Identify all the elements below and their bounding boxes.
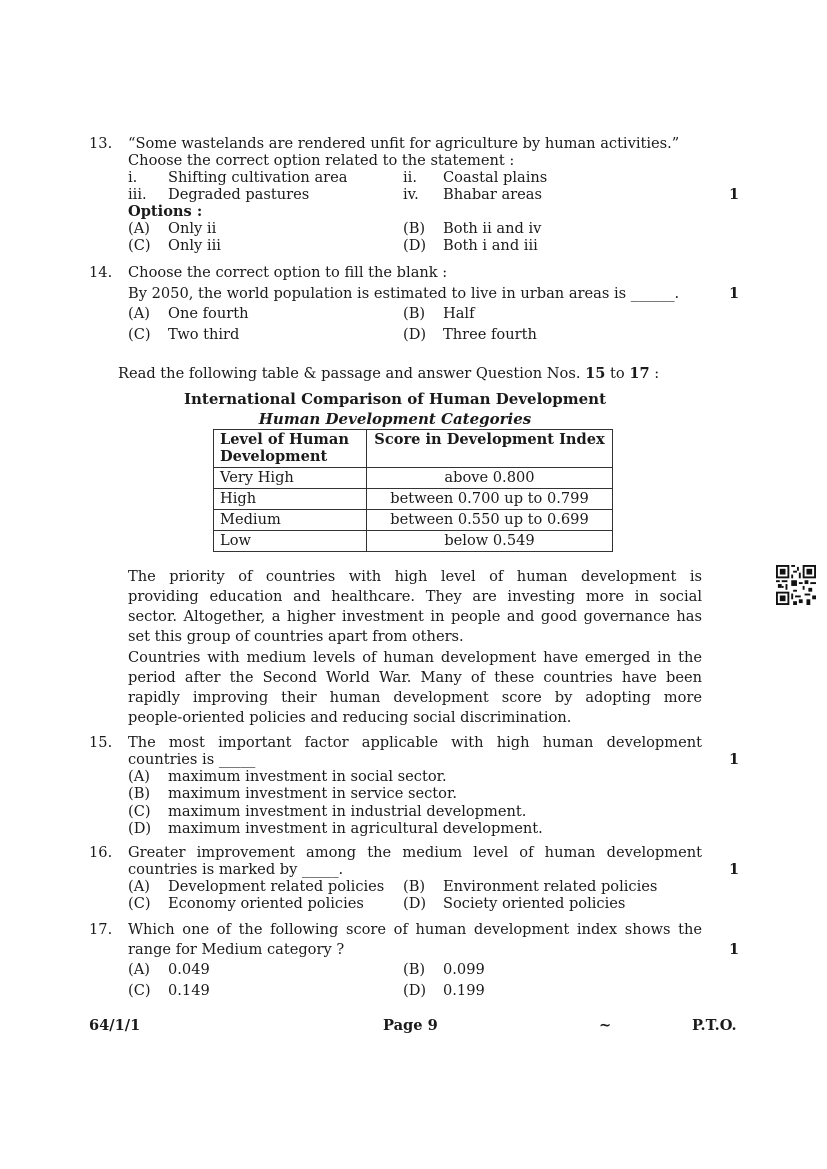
table-cell: between 0.700 up to 0.799 [367, 489, 613, 510]
marks: 1 [729, 186, 740, 203]
option [128, 237, 221, 254]
option [128, 768, 447, 785]
passage-line: set this group of countries apart from others. [128, 628, 464, 645]
table-header-row [214, 430, 613, 468]
question-number: 15. [89, 734, 113, 751]
table-cell: Very High [214, 468, 367, 489]
option-label: (B) [128, 785, 151, 802]
option-label: (A) [128, 878, 150, 895]
question-stem: “Some wastelands are rendered unfit for agriculture by human activities.” [128, 135, 680, 152]
option-label: (C) [128, 237, 151, 254]
question-stem: By 2050, the world population is estimated to live in urban areas is ______. [128, 285, 680, 302]
marks: 1 [729, 751, 740, 768]
option-text: Both ii and iv [443, 220, 542, 237]
option-label: (A) [128, 220, 150, 237]
passage-line: rapidly improving their human development score by adopting more [128, 689, 702, 706]
option-text: Society oriented policies [443, 895, 626, 912]
item-label: i. [128, 169, 138, 186]
option-label: (D) [128, 820, 152, 837]
question-stem: Choose the correct option related to the statement : [128, 152, 515, 169]
option [403, 961, 485, 978]
option-text: Only iii [168, 237, 221, 254]
column-header: Score in Development Index [367, 430, 613, 468]
option-text: 0.199 [443, 982, 485, 999]
question-stem: Choose the correct option to fill the blank : [128, 264, 448, 281]
marks: 1 [729, 285, 740, 302]
marks: 1 [729, 861, 740, 878]
option-text: maximum investment in social sector. [168, 768, 447, 785]
option-label: (A) [128, 768, 150, 785]
option-text: Three fourth [443, 326, 537, 343]
option [128, 878, 384, 895]
option [128, 785, 457, 802]
option [403, 305, 475, 322]
option [128, 305, 248, 322]
table-title: International Comparison of Human Development [183, 390, 607, 408]
option [403, 878, 657, 895]
option-text: Development related policies [168, 878, 385, 895]
option [128, 220, 216, 237]
hdi-table [213, 429, 613, 552]
table-row [214, 468, 613, 489]
instruction-number: 17 [629, 365, 650, 382]
option [403, 895, 625, 912]
table-subtitle: Human Development Categories [258, 410, 532, 428]
passage-line: people-oriented policies and reducing social discrimination. [128, 709, 572, 726]
page-number: Page 9 [383, 1017, 438, 1034]
question-stem: Which one of the following score of human development index shows the [128, 921, 702, 938]
option-label: (C) [128, 803, 151, 820]
table-cell: below 0.549 [367, 531, 613, 552]
instruction-text: : [649, 365, 660, 382]
pto-label: P.T.O. [692, 1017, 737, 1034]
option-text: Economy oriented policies [168, 895, 364, 912]
option-label: (B) [403, 878, 426, 895]
option [403, 220, 541, 237]
passage-line: Countries with medium levels of human development have emerged in the [128, 649, 702, 666]
instruction [118, 365, 659, 382]
option-text: Both i and iii [443, 237, 538, 254]
option-text: One fourth [168, 305, 249, 322]
passage-line: The priority of countries with high level of human development is [128, 568, 702, 585]
column-header: Level of Human Development [214, 430, 367, 468]
option [128, 326, 239, 343]
question-stem: range for Medium category ? [128, 941, 345, 958]
table-cell: Low [214, 531, 367, 552]
item-label: ii. [403, 169, 417, 186]
option [128, 895, 364, 912]
table-row [214, 489, 613, 510]
item-label: iv. [403, 186, 419, 203]
instruction-number: 15 [585, 365, 606, 382]
option-label: (D) [403, 237, 427, 254]
option-label: (A) [128, 305, 150, 322]
marks: 1 [729, 941, 740, 958]
option [128, 982, 210, 999]
option-text: maximum investment in service sector. [168, 785, 457, 802]
option-label: (B) [403, 220, 426, 237]
option-label: (D) [403, 982, 427, 999]
option [128, 961, 210, 978]
table-cell: Medium [214, 510, 367, 531]
table-row [214, 510, 613, 531]
item-text: Bhabar areas [443, 186, 542, 203]
question-stem: The most important factor applicable with high human development [128, 734, 702, 751]
item-label: iii. [128, 186, 147, 203]
option-label: (C) [128, 895, 151, 912]
option-text: 0.049 [168, 961, 210, 978]
item-text: Degraded pastures [168, 186, 310, 203]
option-text: Half [443, 305, 475, 322]
statement-item [128, 186, 309, 203]
paper-code: 64/1/1 [89, 1017, 141, 1034]
option-text: maximum investment in industrial development. [168, 803, 527, 820]
option [128, 820, 543, 837]
option-label: (D) [403, 895, 427, 912]
option [403, 982, 485, 999]
option-label: (B) [403, 961, 426, 978]
table-cell: High [214, 489, 367, 510]
passage-line: providing education and healthcare. They are investing more in social [128, 588, 702, 605]
option-label: (B) [403, 305, 426, 322]
statement-item [403, 186, 542, 203]
option-label: (A) [128, 961, 150, 978]
option-text: Environment related policies [443, 878, 658, 895]
instruction-text: Read the following table & passage and answer Question Nos. [118, 365, 586, 382]
option-text: 0.149 [168, 982, 210, 999]
item-text: Shifting cultivation area [168, 169, 348, 186]
passage-line: period after the Second World War. Many of these countries have been [128, 669, 702, 686]
statement-item [128, 169, 347, 186]
option-label: (C) [128, 982, 151, 999]
question-number: 16. [89, 844, 113, 861]
statement-item [403, 169, 547, 186]
question-number: 17. [89, 921, 113, 938]
footer-tilde: ~ [599, 1017, 612, 1034]
table-cell: between 0.550 up to 0.699 [367, 510, 613, 531]
options-heading: Options : [128, 203, 203, 220]
option-text: 0.099 [443, 961, 485, 978]
question-stem: Greater improvement among the medium level of human development [128, 844, 702, 861]
item-text: Coastal plains [443, 169, 548, 186]
question-number: 13. [89, 135, 113, 152]
option [403, 237, 538, 254]
option [128, 803, 526, 820]
option-text: maximum investment in agricultural development. [168, 820, 543, 837]
option [403, 326, 537, 343]
option-text: Two third [168, 326, 240, 343]
question-stem: countries is _____ [128, 751, 256, 768]
table-cell: above 0.800 [367, 468, 613, 489]
option-label: (D) [403, 326, 427, 343]
question-stem: countries is marked by _____. [128, 861, 344, 878]
question-number: 14. [89, 264, 113, 281]
table-row [214, 531, 613, 552]
passage-line: sector. Altogether, a higher investment in people and good governance has [128, 608, 702, 625]
option-text: Only ii [168, 220, 217, 237]
option-label: (C) [128, 326, 151, 343]
qr-code-icon [776, 565, 816, 605]
instruction-text: to [605, 365, 630, 382]
